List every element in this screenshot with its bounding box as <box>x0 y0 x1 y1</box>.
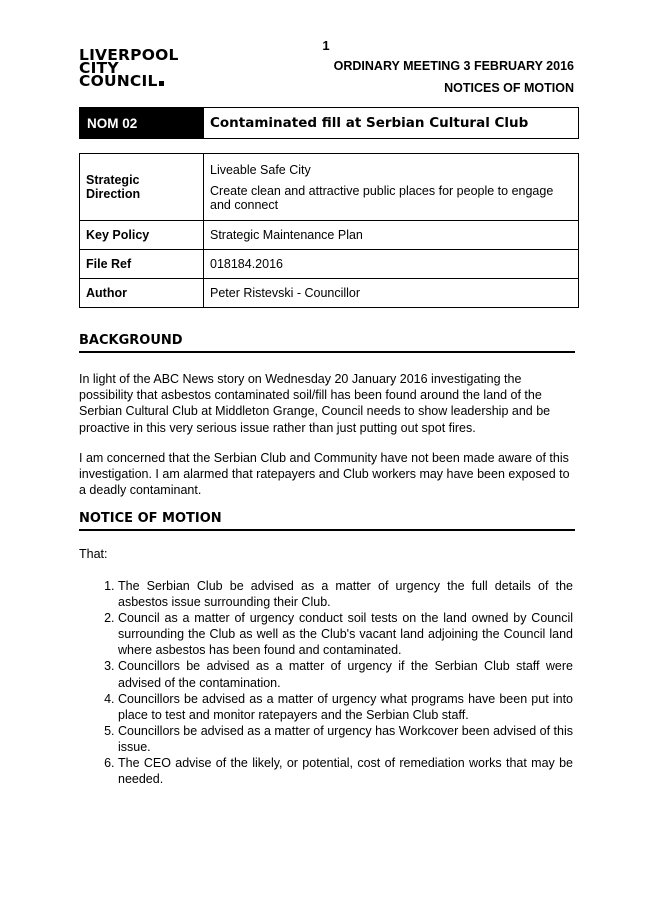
logo-line-3-text: COUNCIL <box>79 72 158 90</box>
key-policy-label: Key Policy <box>80 221 204 250</box>
list-item: 2. Council as a matter of urgency conduct soil tests on the land owned by Council surrounding the Club as well as the Club's vacant land adjoining the Council land where asbestos has been found and contaminated. <box>118 610 573 658</box>
nom-id: NOM 02 <box>80 108 204 138</box>
logo-line-3 <box>79 72 179 90</box>
strategic-direction-label: Strategic Direction <box>80 154 204 221</box>
logo-line-1: LIVERPOOL <box>79 46 179 64</box>
key-policy-value: Strategic Maintenance Plan <box>204 221 579 250</box>
council-logo <box>79 46 179 90</box>
meeting-title: ORDINARY MEETING 3 FEBRUARY 2016 <box>333 59 574 73</box>
list-item: 5. Councillors be advised as a matter of urgency has Workcover been advised of this issue. <box>118 723 573 755</box>
table-row <box>80 279 579 308</box>
background-paragraph-2: I am concerned that the Serbian Club and Community have not been made aware of this investigation. I am alarmed that ratepayers and Club workers may have been exposed to a deadly contaminant. <box>79 451 570 498</box>
strategic-direction-value-2: Create clean and attractive public places for people to engage and connect <box>210 183 554 212</box>
nom-title-box <box>79 107 579 139</box>
file-ref-value: 018184.2016 <box>204 250 579 279</box>
background-paragraph-1: In light of the ABC News story on Wednesday 20 January 2016 investigating the possibility that asbestos contaminated soil/fill has been found around the land of the Serbian Cultural Club at Middleton Grange, Council needs to show leadership and be proactive in this very serious issue rather than just putting out spot fires. <box>79 372 551 435</box>
file-ref-label: File Ref <box>80 250 204 279</box>
page-number: 1 <box>322 38 330 53</box>
author-label: Author <box>80 279 204 308</box>
strategic-direction-value-1: Liveable Safe City <box>210 162 311 177</box>
list-item: 3. Councillors be advised as a matter of urgency if the Serbian Club staff were advised of the contamination. <box>118 658 573 690</box>
list-item: 6. The CEO advise of the likely, or potential, cost of remediation works that may be needed. <box>118 755 573 787</box>
motion-intro: That: <box>79 547 108 561</box>
table-row <box>80 221 579 250</box>
notice-of-motion-heading: NOTICE OF MOTION <box>79 511 575 531</box>
info-table <box>79 153 579 308</box>
section-title: NOTICES OF MOTION <box>444 81 574 95</box>
list-item: 4. Councillors be advised as a matter of urgency what programs have been put into place to test and monitor ratepayers and the Serbian Club staff. <box>118 691 573 723</box>
list-item: 1. The Serbian Club be advised as a matter of urgency the full details of the asbestos issue surrounding their Club. <box>118 578 573 610</box>
background-heading: BACKGROUND <box>79 333 575 353</box>
logo-line-2: CITY <box>79 59 119 77</box>
table-row <box>80 250 579 279</box>
logo-dot-icon <box>159 81 164 86</box>
nom-title: Contaminated fill at Serbian Cultural Club <box>210 115 529 131</box>
strategic-direction-value <box>204 154 579 221</box>
table-row <box>80 154 579 221</box>
motion-list <box>79 578 573 787</box>
author-value: Peter Ristevski - Councillor <box>204 279 579 308</box>
